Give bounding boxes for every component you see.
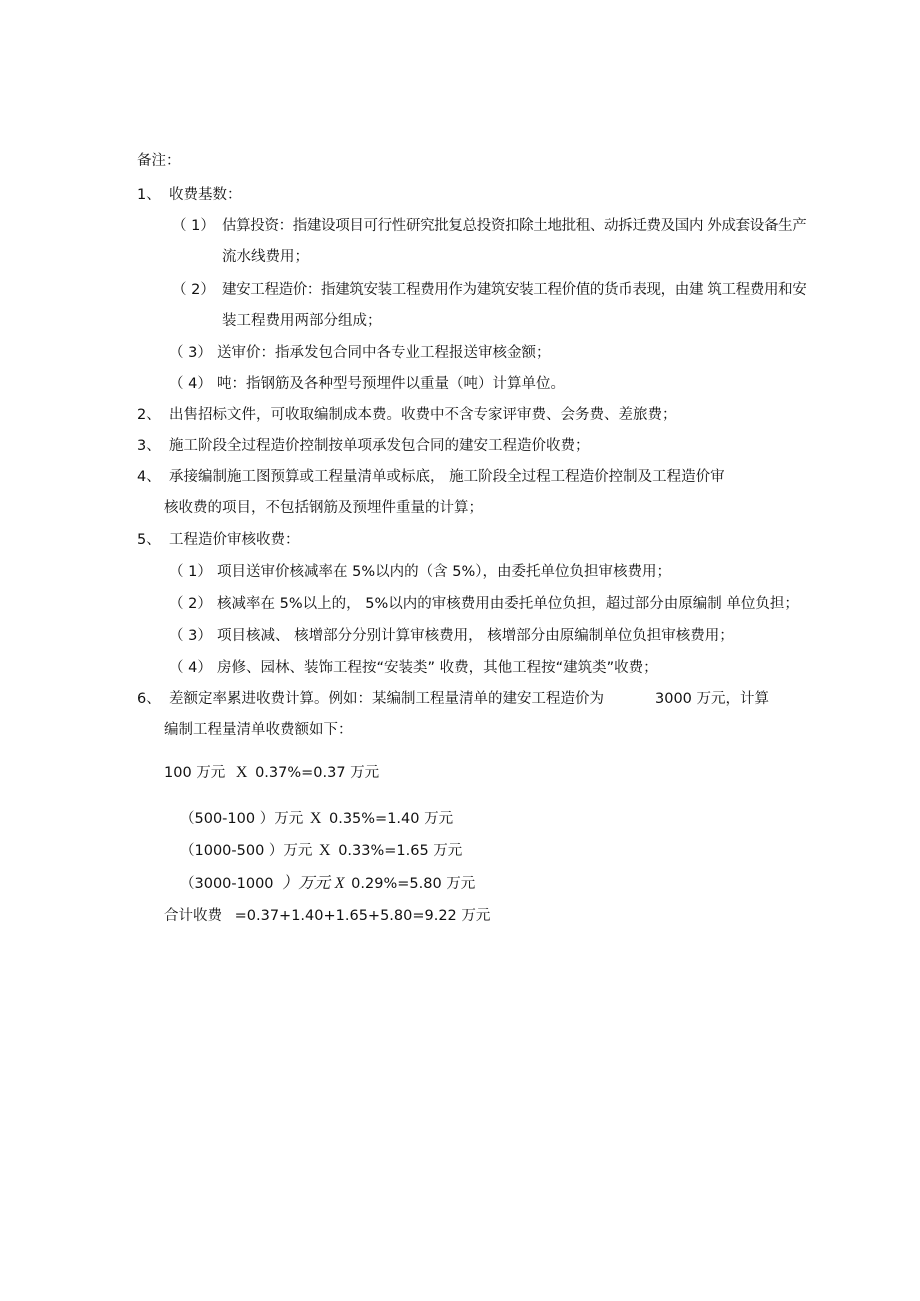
calc-line-3-base: （1000-500 ）万元: [180, 843, 313, 859]
calc-line-1: [164, 763, 379, 783]
item-3-text: 施工阶段全过程造价控制按单项承发包合同的建安工程造价收费；: [169, 438, 590, 454]
item-4-number: 4、: [137, 469, 161, 485]
item-6-continuation: 编制工程量清单收费额如下：: [164, 722, 353, 738]
item-1-number: 1、: [137, 187, 161, 203]
calc-line-1-multiply: X: [235, 764, 248, 781]
item-5-sub-1-number: （ 1）: [169, 564, 212, 580]
item-1-sub-2-continuation: 装工程费用两部分组成；: [222, 313, 382, 329]
item-2-text: 出售招标文件，可收取编制成本费。收费中不含专家评审费、会务费、差旅费；: [169, 407, 677, 423]
item-5-sub-3-number: （ 3）: [169, 628, 212, 644]
calc-line-1-base: 100 万元: [164, 765, 226, 781]
item-5-sub-2-number: （ 2）: [169, 596, 212, 612]
calc-line-4-multiply: X: [334, 875, 345, 892]
calc-line-4-result: 0.29%=5.80 万元: [351, 876, 476, 892]
calc-line-2-multiply: X: [309, 810, 322, 827]
item-1-sub-2-text: 建安工程造价：指建筑安装工程费用作为建筑安装工程价值的货币表现，由建 筑工程费用和安: [222, 282, 807, 298]
item-4-continuation: 核收费的项目，不包括钢筋及预埋件重量的计算；: [164, 500, 483, 516]
calc-total: [164, 906, 490, 926]
item-6-number: 6、: [137, 691, 161, 707]
calc-line-3-result: 0.33%=1.65 万元: [338, 843, 463, 859]
item-1-sub-1-number: （ 1）: [172, 218, 215, 234]
item-1-sub-1-text: 估算投资：指建设项目可行性研究批复总投资扣除土地批租、动拆迁费及国内 外成套设备生产: [222, 218, 807, 234]
calc-total-value: =0.37+1.40+1.65+5.80=9.22 万元: [234, 908, 491, 924]
item-5-sub-4-text: 房修、园林、装饰工程按“安装类” 收费，其他工程按“建筑类”收费；: [217, 660, 658, 676]
calc-line-2: [180, 809, 453, 829]
calc-line-3-multiply: X: [319, 842, 331, 859]
item-5-sub-3-text: 项目核减、 核增部分分别计算审核费用， 核增部分由原编制单位负担审核费用；: [217, 628, 734, 644]
calc-line-2-base: （500-100 ）万元: [180, 811, 304, 827]
calc-total-label: 合计收费: [164, 908, 222, 924]
item-3-number: 3、: [137, 438, 161, 454]
calc-line-3: [180, 841, 462, 861]
calc-line-4-unit: ）万元: [282, 875, 331, 892]
item-1-sub-3-number: （ 3）: [169, 345, 212, 361]
item-1-sub-3-text: 送审价：指承发包合同中各专业工程报送审核金额；: [217, 345, 551, 361]
calc-line-4-base: （3000-1000: [180, 876, 274, 892]
item-5-text: 工程造价审核收费：: [169, 532, 300, 548]
calc-line-1-result: 0.37%=0.37 万元: [255, 765, 380, 781]
item-5-sub-1-text: 项目送审价核减率在 5%以内的（含 5%），由委托单位负担审核费用；: [217, 564, 671, 580]
item-1-sub-1-continuation: 流水线费用；: [222, 249, 309, 265]
calc-line-4: [180, 874, 475, 894]
item-6-amount: 3000 万元，计算: [655, 691, 770, 707]
item-5-sub-2-text: 核减率在 5%以上的， 5%以内的审核费用由委托单位负担，超过部分由原编制 单位负担；: [217, 596, 799, 612]
item-5-sub-4-number: （ 4）: [169, 660, 212, 676]
item-1-text: 收费基数：: [169, 187, 242, 203]
item-1-sub-2-number: （ 2）: [172, 282, 215, 298]
item-5-number: 5、: [137, 532, 161, 548]
note-heading: 备注：: [137, 153, 181, 169]
calc-line-2-result: 0.35%=1.40 万元: [328, 811, 454, 827]
item-1-sub-4-number: （ 4）: [169, 376, 212, 392]
item-1-sub-4-text: 吨：指钢筋及各种型号预埋件以重量（吨）计算单位。: [217, 376, 565, 392]
item-2-number: 2、: [137, 407, 161, 423]
item-4-text: 承接编制施工图预算或工程量清单或标底， 施工阶段全过程工程造价控制及工程造价审: [169, 469, 725, 485]
item-6-text: 差额定率累进收费计算。例如：某编制工程量清单的建安工程造价为: [169, 691, 604, 707]
